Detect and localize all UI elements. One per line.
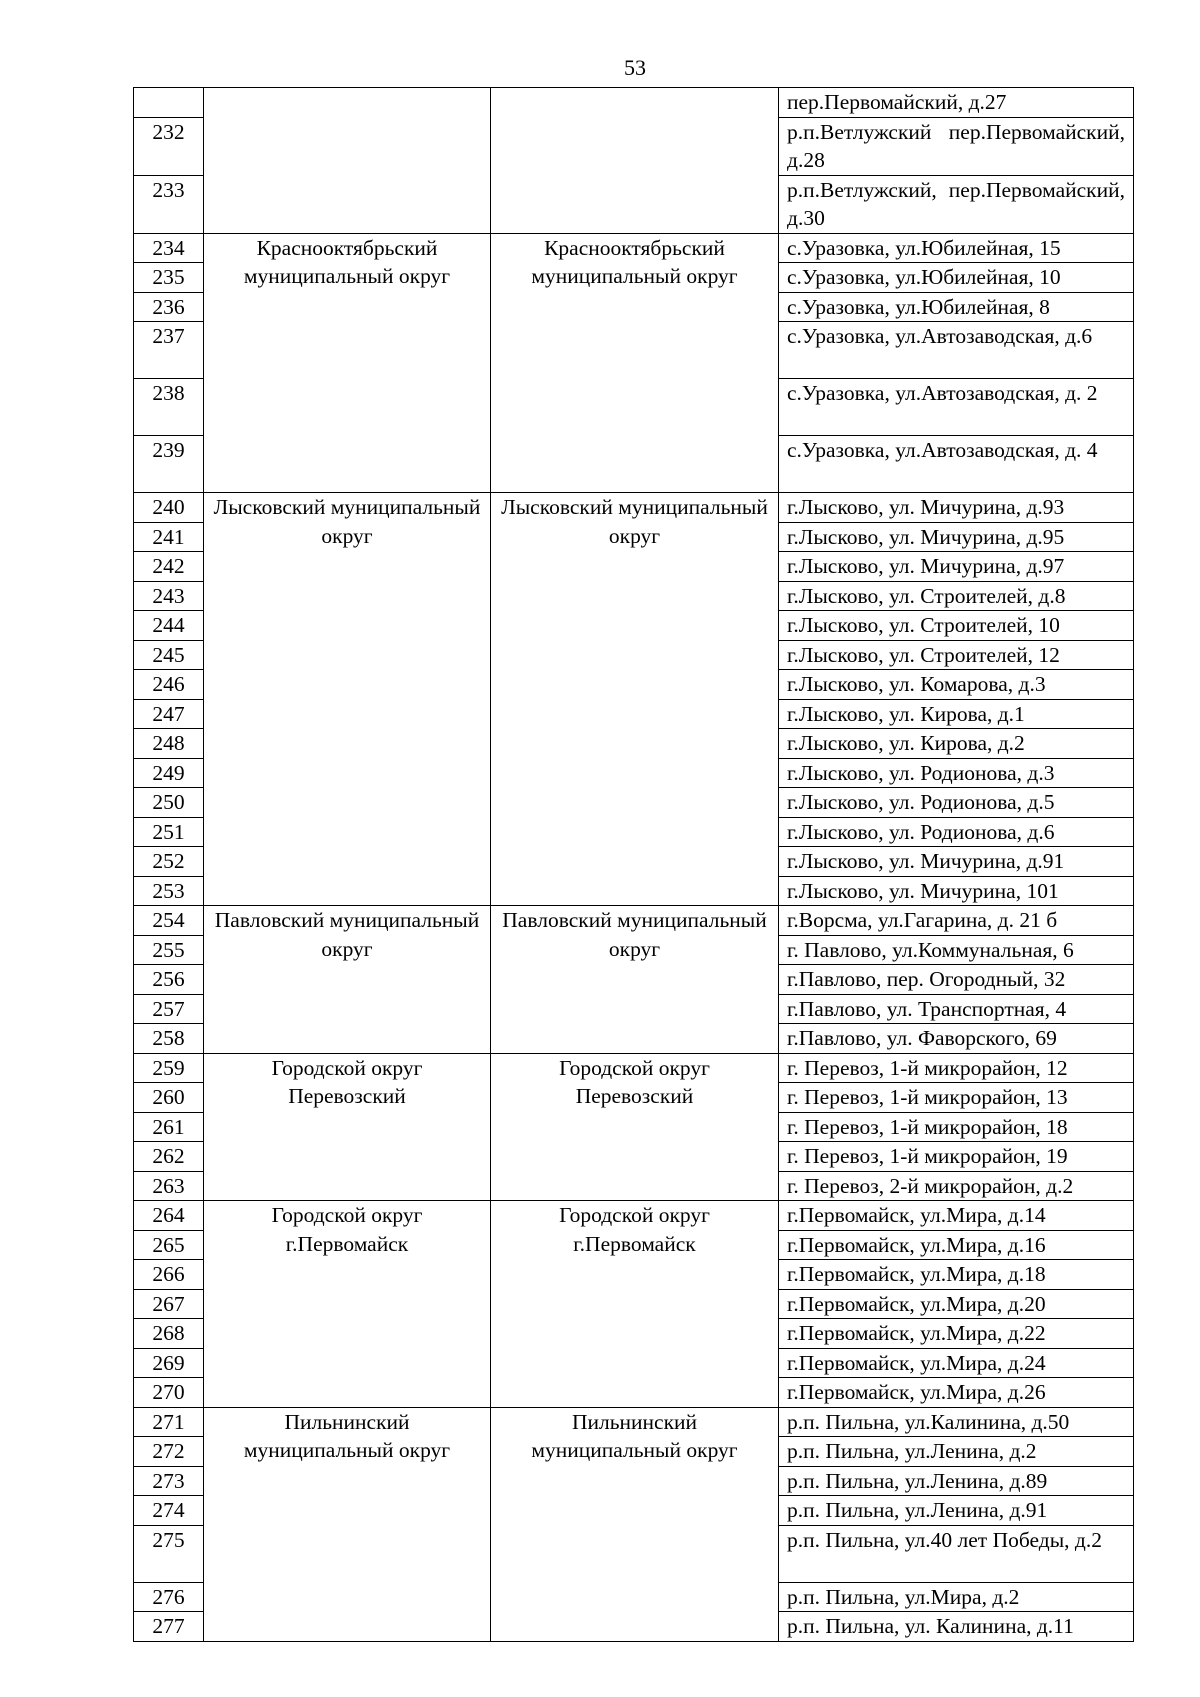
address-cell: г.Ворсма, ул.Гагарина, д. 21 б [779, 906, 1134, 936]
address-cell: г.Первомайск, ул.Мира, д.26 [779, 1378, 1134, 1408]
address-cell: с.Уразовка, ул.Юбилейная, 10 [779, 263, 1134, 293]
row-number: 232 [134, 117, 204, 175]
address-cell: р.п. Пильна, ул. Калинина, д.11 [779, 1612, 1134, 1642]
address-cell: г. Павлово, ул.Коммунальная, 6 [779, 935, 1134, 965]
owner-cell: Лысковский муниципальный округ [491, 493, 779, 906]
table-row [134, 906, 1134, 936]
row-number: 233 [134, 175, 204, 233]
address-cell: г.Павлово, пер. Огородный, 32 [779, 965, 1134, 995]
owner-cell: Павловский муниципальный округ [491, 906, 779, 1054]
address-cell: с.Уразовка, ул.Автозаводская, д. 4 [779, 436, 1134, 493]
row-number: 242 [134, 552, 204, 582]
row-number: 264 [134, 1201, 204, 1231]
row-number: 273 [134, 1466, 204, 1496]
owner-cell: Городской округ Перевозский [491, 1053, 779, 1201]
address-cell: р.п. Пильна, ул.Калинина, д.50 [779, 1407, 1134, 1437]
address-cell: г.Первомайск, ул.Мира, д.18 [779, 1260, 1134, 1290]
row-number: 272 [134, 1437, 204, 1467]
address-cell: г.Лысково, ул. Мичурина, д.97 [779, 552, 1134, 582]
address-cell: г. Перевоз, 2-й микрорайон, д.2 [779, 1171, 1134, 1201]
owner-cell [491, 88, 779, 234]
municipality-cell [204, 88, 491, 234]
table-row [134, 233, 1134, 263]
row-number: 245 [134, 640, 204, 670]
row-number: 240 [134, 493, 204, 523]
municipality-cell: Пильнинский муниципальный округ [204, 1407, 491, 1641]
municipality-cell: Городской округ Перевозский [204, 1053, 491, 1201]
row-number: 252 [134, 847, 204, 877]
row-number: 275 [134, 1525, 204, 1582]
municipality-cell: Городской округ г.Первомайск [204, 1201, 491, 1408]
address-cell: г.Лысково, ул. Строителей, 12 [779, 640, 1134, 670]
row-number: 234 [134, 233, 204, 263]
row-number: 259 [134, 1053, 204, 1083]
row-number: 257 [134, 994, 204, 1024]
row-number: 267 [134, 1289, 204, 1319]
address-cell: г.Павлово, ул. Фаворского, 69 [779, 1024, 1134, 1054]
address-cell: г.Лысково, ул. Мичурина, д.93 [779, 493, 1134, 523]
table-body [134, 88, 1134, 1642]
row-number: 258 [134, 1024, 204, 1054]
address-cell: г.Лысково, ул. Родионова, д.5 [779, 788, 1134, 818]
row-number: 243 [134, 581, 204, 611]
owner-cell: Городской округ г.Первомайск [491, 1201, 779, 1408]
address-cell: с.Уразовка, ул.Автозаводская, д. 2 [779, 379, 1134, 436]
address-cell: г.Лысково, ул. Родионова, д.6 [779, 817, 1134, 847]
address-cell: р.п.Ветлужский пер.Первомайский, д.28 [779, 117, 1134, 175]
municipality-cell: Павловский муниципальный округ [204, 906, 491, 1054]
address-cell: пер.Первомайский, д.27 [779, 88, 1134, 118]
row-number: 238 [134, 379, 204, 436]
row-number: 260 [134, 1083, 204, 1113]
row-number: 270 [134, 1378, 204, 1408]
address-cell: с.Уразовка, ул.Юбилейная, 8 [779, 292, 1134, 322]
address-cell: г.Лысково, ул. Строителей, д.8 [779, 581, 1134, 611]
address-cell: г.Лысково, ул. Мичурина, д.95 [779, 522, 1134, 552]
address-cell: г.Первомайск, ул.Мира, д.22 [779, 1319, 1134, 1349]
row-number: 250 [134, 788, 204, 818]
address-cell: г. Перевоз, 1-й микрорайон, 13 [779, 1083, 1134, 1113]
address-cell: г.Лысково, ул. Кирова, д.2 [779, 729, 1134, 759]
table-row [134, 88, 1134, 118]
address-cell: г.Лысково, ул. Строителей, 10 [779, 611, 1134, 641]
table-row [134, 1053, 1134, 1083]
row-number: 246 [134, 670, 204, 700]
table-row [134, 493, 1134, 523]
address-cell: г. Перевоз, 1-й микрорайон, 19 [779, 1142, 1134, 1172]
row-number: 277 [134, 1612, 204, 1642]
address-cell: с.Уразовка, ул.Юбилейная, 15 [779, 233, 1134, 263]
page-number: 53 [624, 55, 646, 80]
address-cell: г. Перевоз, 1-й микрорайон, 18 [779, 1112, 1134, 1142]
row-number: 266 [134, 1260, 204, 1290]
row-number: 253 [134, 876, 204, 906]
address-cell: г.Первомайск, ул.Мира, д.14 [779, 1201, 1134, 1231]
row-number: 269 [134, 1348, 204, 1378]
address-cell: г.Лысково, ул. Мичурина, д.91 [779, 847, 1134, 877]
address-cell: г.Первомайск, ул.Мира, д.16 [779, 1230, 1134, 1260]
row-number: 276 [134, 1582, 204, 1612]
address-cell: г.Первомайск, ул.Мира, д.20 [779, 1289, 1134, 1319]
address-cell: г.Лысково, ул. Комарова, д.3 [779, 670, 1134, 700]
row-number: 241 [134, 522, 204, 552]
addresses-table [133, 87, 1134, 1642]
row-number [134, 88, 204, 118]
row-number: 274 [134, 1496, 204, 1526]
row-number: 244 [134, 611, 204, 641]
table-row [134, 1201, 1134, 1231]
row-number: 268 [134, 1319, 204, 1349]
address-cell: р.п. Пильна, ул.Мира, д.2 [779, 1582, 1134, 1612]
address-cell: р.п. Пильна, ул.Ленина, д.89 [779, 1466, 1134, 1496]
row-number: 248 [134, 729, 204, 759]
address-cell: г.Павлово, ул. Транспортная, 4 [779, 994, 1134, 1024]
row-number: 271 [134, 1407, 204, 1437]
row-number: 237 [134, 322, 204, 379]
municipality-cell: Краснооктябрьский муниципальный округ [204, 233, 491, 493]
row-number: 251 [134, 817, 204, 847]
row-number: 239 [134, 436, 204, 493]
address-cell: г.Лысково, ул. Кирова, д.1 [779, 699, 1134, 729]
address-cell: р.п.Ветлужский, пер.Первомайский, д.30 [779, 175, 1134, 233]
row-number: 261 [134, 1112, 204, 1142]
address-cell: р.п. Пильна, ул.40 лет Победы, д.2 [779, 1525, 1134, 1582]
owner-cell: Пильнинский муниципальный округ [491, 1407, 779, 1641]
row-number: 263 [134, 1171, 204, 1201]
address-cell: с.Уразовка, ул.Автозаводская, д.6 [779, 322, 1134, 379]
table-row [134, 1407, 1134, 1437]
row-number: 247 [134, 699, 204, 729]
owner-cell: Краснооктябрьский муниципальный округ [491, 233, 779, 493]
address-cell: р.п. Пильна, ул.Ленина, д.91 [779, 1496, 1134, 1526]
address-cell: г.Лысково, ул. Родионова, д.3 [779, 758, 1134, 788]
row-number: 254 [134, 906, 204, 936]
row-number: 236 [134, 292, 204, 322]
row-number: 265 [134, 1230, 204, 1260]
row-number: 235 [134, 263, 204, 293]
municipality-cell: Лысковский муниципальный округ [204, 493, 491, 906]
address-cell: р.п. Пильна, ул.Ленина, д.2 [779, 1437, 1134, 1467]
row-number: 255 [134, 935, 204, 965]
address-cell: г.Первомайск, ул.Мира, д.24 [779, 1348, 1134, 1378]
address-cell: г.Лысково, ул. Мичурина, 101 [779, 876, 1134, 906]
row-number: 249 [134, 758, 204, 788]
row-number: 256 [134, 965, 204, 995]
row-number: 262 [134, 1142, 204, 1172]
address-cell: г. Перевоз, 1-й микрорайон, 12 [779, 1053, 1134, 1083]
